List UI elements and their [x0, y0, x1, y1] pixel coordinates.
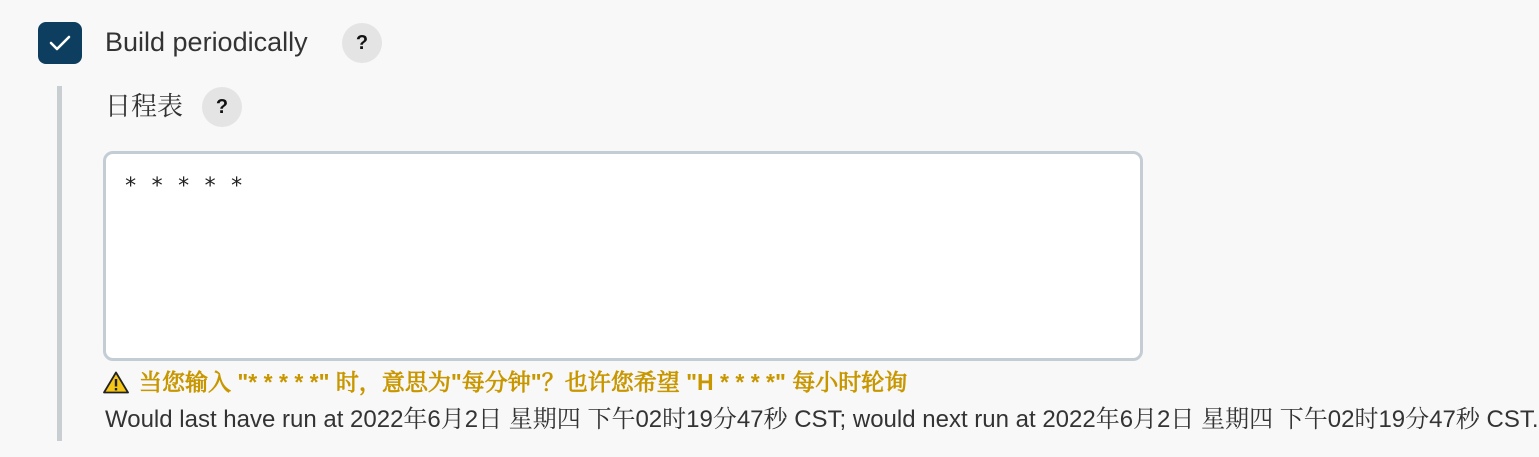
schedule-warning-text: 当您输入 "* * * * *" 时，意思为"每分钟"？也许您希望 "H * * * *" 每小时轮询	[139, 369, 908, 395]
schedule-run-info: Would last have run at 2022年6月2日 星期四 下午02时19分47秒 CST; would next run at 2022年6月2日 星期四 下午02时19分47秒 CST.	[105, 406, 1539, 433]
help-button-build-periodically[interactable]: ?	[342, 23, 382, 63]
help-button-schedule[interactable]: ?	[202, 87, 242, 127]
schedule-input[interactable]	[103, 151, 1143, 361]
build-periodically-label[interactable]: Build periodically	[105, 27, 308, 57]
schedule-warning	[103, 366, 907, 398]
check-icon	[49, 34, 71, 52]
warning-triangle-icon	[103, 371, 129, 394]
schedule-label: 日程表	[105, 91, 184, 121]
build-periodically-checkbox[interactable]	[38, 22, 82, 64]
nested-section-divider	[57, 86, 62, 441]
